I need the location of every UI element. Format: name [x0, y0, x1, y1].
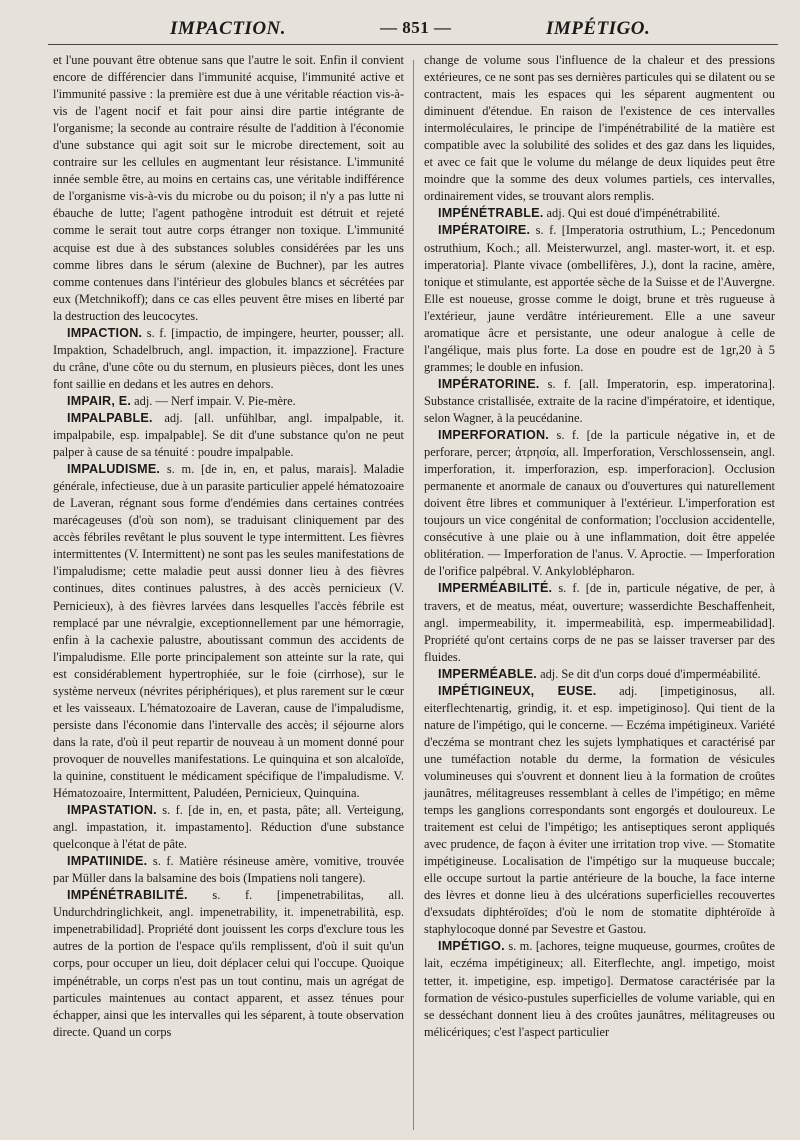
entry-text: s. f. [de in, particule négative, de per, à travers, et de meatus, méat, ouverture; wasserdichte Beschaffenheit, angl. impermeability, it. impermeabilità, esp. impermeabilidad]. Propriété qu'ont certains corps de ne pas se laisser traverser par des fluides. [424, 581, 775, 664]
entry-paragraph [424, 222, 775, 375]
entry-paragraph [424, 938, 775, 1040]
entry-paragraph [424, 580, 775, 665]
entry-text: adj. — Nerf impair. V. Pie-mère. [131, 393, 296, 408]
entry-paragraph [53, 802, 404, 853]
page-number: — 851 — [380, 18, 452, 37]
headword: IMPAIR, E. [67, 393, 132, 408]
entry-paragraph [424, 376, 775, 427]
entry-paragraph [53, 853, 404, 887]
entry-text: s. f. [impactio, de impingere, heurter, pousser; all. Impaktion, Schadelbruch, angl. impaction, it. impazzione]. Fracture du crâne, d'une côte ou du sternum, en plusieurs pièces, dont les unes font saillie en dedans et les autres en dehors. [53, 325, 404, 391]
headword: IMPATIINIDE. [67, 854, 148, 869]
entry-paragraph [53, 461, 404, 802]
entry-paragraph [424, 666, 775, 683]
entry-text: s. f. [all. Imperatorin, esp. imperatorina]. Substance cristallisée, extraite de la racine d'impératoire, et identique, selon Wagner, à la peucédanine. [424, 376, 775, 425]
entry-text: s. m. [de in, en, et palus, marais]. Maladie générale, infectieuse, due à un parasite particulier appelé hématozoaire de Laveran, régnant sous forme d'endémies dans certaines contrées marécageuses (d'où son nom), se traduisant cliniquement par des accès fébriles revêtant le plus souvent le type intermittent. Les fièvres intermittentes (V. Intermittent) ne sont pas les seules manifestations de l'impaludisme; cette maladie peut aussi donner lieu à des fièvres continues, dites continues palustres, à des accès pernicieux (V. Pernicieux), à des fièvres larvées dans lesquelles l'accès fébrile est remplacé par une névralgie, exceptionnellement par une hémorragie, enfin à la cachexie palustre, aboutissant commun des accidents de l'impaludisme. Elle porte principalement son atteinte sur la rate, qui est considérablement hypertrophiée, sur le foie (cirrhose), sur le système nerveux (névrites périphériques), et plus rarement sur le cœur et les vaisseaux. L'hématozoaire de Laveran, cause de l'impaludisme, persiste dans l'économie dans l'intervalle des accès; il séjourne alors dans la rate, d'où il peut repartir de nouveau à un moment donné pour provoquer de nouvelles manifestations. Le quinquina et son alcaloïde, la quinine, constituent le médicament spécifique de l'impaludisme. V. Hématozoaire, Intermittent, Paludéen, Pernicieux, Quinquina. [53, 462, 404, 801]
headword: IMPACTION. [67, 325, 143, 340]
headword: IMPÉNÉTRABILITÉ. [67, 888, 188, 903]
headword: IMPALPABLE. [67, 410, 153, 425]
entry-paragraph: et l'une pouvant être obtenue sans que l'autre le soit. Enfin il convient encore de différencier dans l'immunité acquise, l'immunité active et l'immunité passive : la première est due à une véritable réaction vis-à-vis de l'agent nocif et fait pour ainsi dire partie intégrante de l'organisme; la seconde au contraire résulte de l'addition à l'économie d'une substance qui agit soit sur le microbe directement, soit au contraire sur les cellules en augmentant leur résistance. L'immunité innée semble être, au moins en certains cas, une véritable indifférence de l'organisme vis-à-vis du microbe ou du poison; il n'y a pas lutte ni ébauche de lutte; l'agent pathogène introduit est détruit et rejeté comme le serait tout autre corps étranger non toxique. L'immunité acquise est due à des substances solubles considérées par les uns comme libres dans le sérum (alexine de Buchner), par les autres comme contenues dans l'intérieur des globules blancs et sécrétées par eux (Metchnikoff); dans ce cas elles peuvent être mises en liberté par la destruction des leucocytes. [53, 53, 404, 323]
entry-paragraph: change de volume sous l'influence de la chaleur et des pressions extérieures, ce ne sont pas ses dernières particules qui se dilatent ou se contractent, mais les espaces qui les séparent augmentent ou diminuent d'étendue. En raison de l'existence de ces intervalles intermoléculaires, le principe de l'impénétrabilité de la matière est compatible avec la solubilité des solides et des gaz dans les liquides, et avec ce fait que le volume du mélange de deux liquides peut être moindre que la somme des deux volumes partiels, ces intervalles, ordinairement vides, se trouvant alors remplis. [424, 53, 775, 204]
entry-paragraph [53, 325, 404, 393]
headword: IMPALUDISME. [67, 462, 161, 477]
entry-text: adj. Qui est doué d'impénétrabilité. [543, 206, 721, 221]
entry-paragraph [424, 205, 775, 222]
entry-paragraph [53, 410, 404, 461]
entry-text: s. m. [achores, teigne muqueuse, gourmes, croûtes de lait, eczéma impétigineux; all. Eiterflechte, angl. impetigo, moist tetter, it. impetigine, esp. impetigo]. Dermatose caractérisée par la formation de vésico-pustules superficielles de volume variable, qui en se desséchant donnent lieu à des croûtes jaunâtres, mélitagreuses ou mélicériques; c'est l'aspect particulier [424, 939, 775, 1039]
headword: IMPERMÉABLE. [438, 666, 537, 681]
header-left-word: IMPACTION. [170, 18, 287, 39]
entry-paragraph [424, 683, 775, 939]
entry-paragraph [53, 887, 404, 1040]
entry-text: s. f. Matière résineuse amère, vomitive, trouvée par Müller dans la balsamine des bois (Impatiens noli tangere). [53, 854, 404, 886]
entry-text: adj. Se dit d'un corps doué d'imperméabilité. [536, 666, 761, 681]
entry-paragraph [424, 427, 775, 580]
headword: IMPÉTIGO. [438, 939, 505, 954]
headword: IMPÉRATORINE. [438, 376, 540, 391]
entry-text: s. f. [de in, en, et pasta, pâte; all. Verteigung, angl. impastation, it. impastamento]. Réduction d'une substance quelconque à l'état de pâte. [53, 803, 404, 852]
left-column [53, 52, 404, 1041]
entry-text: s. f. [de la particule négative in, et de perforare, percer; ἀτρησία, all. Imperforation, Verschlossensein, angl. imperforation, it. imperforazion, esp. imperforacion]. Occlusion permanente et anormale de canaux ou d'ouvertures qui naturellement doivent être libres et communiquer à l'extérieur. L'imperforation est toujours un vice congénital de conformation; l'occlusion accidentelle, consécutive à une plaie ou à une inflammation, doit être appelée oblitération. — Imperforation de l'anus. V. Aproctie. — Imperforation de l'orifice palpébral. V. Ankyloblépharon. [424, 428, 775, 579]
headword: IMPERMÉABILITÉ. [438, 581, 553, 596]
headword: IMPÉTIGINEUX, EUSE. [438, 683, 597, 698]
entry-paragraph [53, 393, 404, 410]
column-divider [413, 60, 414, 1130]
header-right-word: IMPÉTIGO. [546, 18, 651, 39]
right-column [424, 52, 775, 1041]
entry-text: adj. [impetiginosus, all. eiterflechtenartig, grindig, it. et esp. impetiginoso]. Qui tient de la nature de l'impétigo, qui le concerne. — Eczéma impétigineux. Variété d'eczéma se montrant chez les sujets lymphatiques et caractérisé par une tuméfaction notable du derme, la formation de vésicules volumineuses qui s'ouvrent et donnent lieu à la formation de croûtes jaunâtres, mélitagreuses ressemblant à celles de l'impétigo; en même temps les ganglions correspondants sont engorgés et douloureux. Le traitement est celui de l'impétigo; les antiseptiques seront appliqués avec prudence, de façon à éviter une irritation trop vive. — Stomatite impétigineuse. Localisation de l'impétigo sur la muqueuse buccale; elle occupe surtout la partie antérieure de la bouche, la face interne des lèvres et donne lieu à des ulcérations superficielles recouvertes d'exsudats diphtéroïdes; d'où le nom de stomatite diphtéroïde à staphylocoque donné par Sevestre et Gastou. [424, 683, 775, 937]
entry-text: adj. [all. unfühlbar, angl. impalpable, it. impalpabile, esp. impalpable]. Se dit d'une substance qu'on ne peut palper à cause de sa ténuité : poudre impalpable. [53, 410, 404, 460]
headword: IMPÉNÉTRABLE. [438, 206, 544, 221]
headword: IMPASTATION. [67, 803, 157, 818]
headword: IMPÉRATOIRE. [438, 223, 531, 238]
headword: IMPERFORATION. [438, 428, 550, 443]
running-header [0, 14, 800, 44]
entry-text: s. f. [Imperatoria ostruthium, L.; Pencedonum ostruthium, Koch.; all. Meisterwurzel, angl. master-wort, it. et esp. imperatoria]. Plante vivace (ombellifères, J.), dont la racine, amère, tonique et stimulante, est apportée sèche de la Suisse et de l'Auvergne. Elle est noueuse, grosse comme le doigt, brune et très rugueuse à l'extérieur, jaune verdâtre intérieurement. Elle a une saveur aromatique âcre et persistante, une odeur analogue à celle de l'angélique, mais plus forte. La dose en poudre est de 1gr,20 à 5 grammes; le double en infusion. [424, 223, 775, 374]
entry-text: s. f. [impenetrabilitas, all. Undurchdringlichkeit, angl. impenetrability, it. impenetrabilità, esp. impenetrabilidad]. Propriété dont jouissent les corps d'exclure tous les autres de la portion de l'espace qu'ils remplissent, d'où il suit qu'un corps, pour occuper un lieu, doit déplacer celui qui l'occupe. Quoique impénétrable, un corps n'est pas un tout continu, mais un agrégat de particules maintenues au contact apparent, et assez ténues pour échapper, ainsi que les intervalles qui les séparent, à toute observation directe. Quand un corps [53, 888, 404, 1039]
header-rule [48, 44, 778, 45]
